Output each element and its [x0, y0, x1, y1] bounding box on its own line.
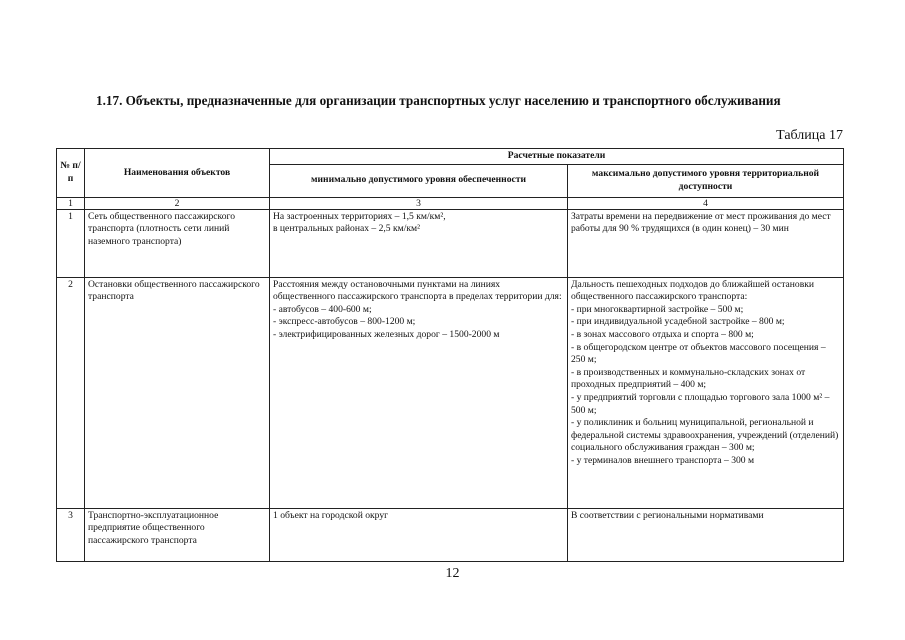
header-num: № п/п [57, 149, 85, 198]
cell-line: Дальность пешеходных подходов до ближайшей остановки общественного пассажирского транспорта: [571, 278, 815, 303]
cell-line: - автобусов – 400-600 м; [273, 303, 372, 315]
section-heading: 1.17. Объекты, предназначенные для организации транспортных услуг населению и транспортного обслуживания [96, 93, 781, 108]
cell-line: - в общегородском центре от объектов массового посещения – 250 м; [571, 341, 826, 366]
cell-line: - в производственных и коммунально-складских зонах от проходных предприятий – 400 м; [571, 366, 806, 391]
header-group: Расчетные показатели [270, 149, 844, 165]
table-label: Таблица 17 [776, 128, 843, 143]
cell-line: в центральных районах – 2,5 км/км² [273, 223, 421, 235]
cell-line: - экспресс-автобусов – 800-1200 м; [273, 316, 416, 328]
row-name: Остановки общественного пассажирского транспорта [85, 277, 270, 508]
row-max [568, 209, 844, 277]
row-min [270, 508, 568, 561]
row-min [270, 209, 568, 277]
cell-line: - у поликлиник и больниц муниципальной, региональной и федеральной системы здравоохранения, учреждений (отделений) социального обслуживания граждан – 300 м; [571, 417, 839, 454]
table-row [57, 209, 844, 277]
column-number: 2 [85, 197, 270, 209]
row-num: 2 [57, 277, 85, 508]
page-number: 12 [445, 566, 460, 581]
cell-line: - электрифицированных железных дорог – 1500-2000 м [273, 328, 500, 340]
cell-line: Затраты времени на передвижение от мест проживания до мест работы для 90 % трудящихся (в один конец) – 30 мин [571, 210, 831, 235]
table-row [57, 277, 844, 508]
cell-line: - в зонах массового отдыха и спорта – 800 м; [571, 328, 754, 340]
column-number-row [57, 197, 844, 209]
column-number: 3 [270, 197, 568, 209]
table-row [57, 508, 844, 561]
table-header-row [57, 149, 844, 165]
header-name: Наименования объектов [85, 149, 270, 198]
row-max [568, 508, 844, 561]
cell-line: В соответствии с региональными нормативами [571, 509, 764, 521]
row-max [568, 277, 844, 508]
cell-line: - при многоквартирной застройке – 500 м; [571, 303, 744, 315]
row-name: Сеть общественного пассажирского транспорта (плотность сети линий наземного транспорта) [85, 209, 270, 277]
header-max: максимально допустимого уровня территориальной доступности [568, 164, 844, 197]
row-num: 3 [57, 508, 85, 561]
column-number: 1 [57, 197, 85, 209]
row-name: Транспортно-эксплуатационное предприятие общественного пассажирского транспорта [85, 508, 270, 561]
cell-line: Расстояния между остановочными пунктами на линиях общественного пассажирского транспорта в пределах территории для: [273, 278, 562, 303]
header-min: минимально допустимого уровня обеспеченности [270, 164, 568, 197]
row-min [270, 277, 568, 508]
cell-line: На застроенных территориях – 1,5 км/км², [273, 210, 446, 222]
cell-line: - при индивидуальной усадебной застройке – 800 м; [571, 316, 785, 328]
cell-line: - у терминалов внешнего транспорта – 300 м [571, 454, 755, 466]
transport-objects-table [56, 148, 844, 562]
row-num: 1 [57, 209, 85, 277]
cell-line: 1 объект на городской округ [273, 509, 389, 521]
column-number: 4 [568, 197, 844, 209]
cell-line: - у предприятий торговли с площадью торгового зала 1000 м² – 500 м; [571, 391, 830, 416]
